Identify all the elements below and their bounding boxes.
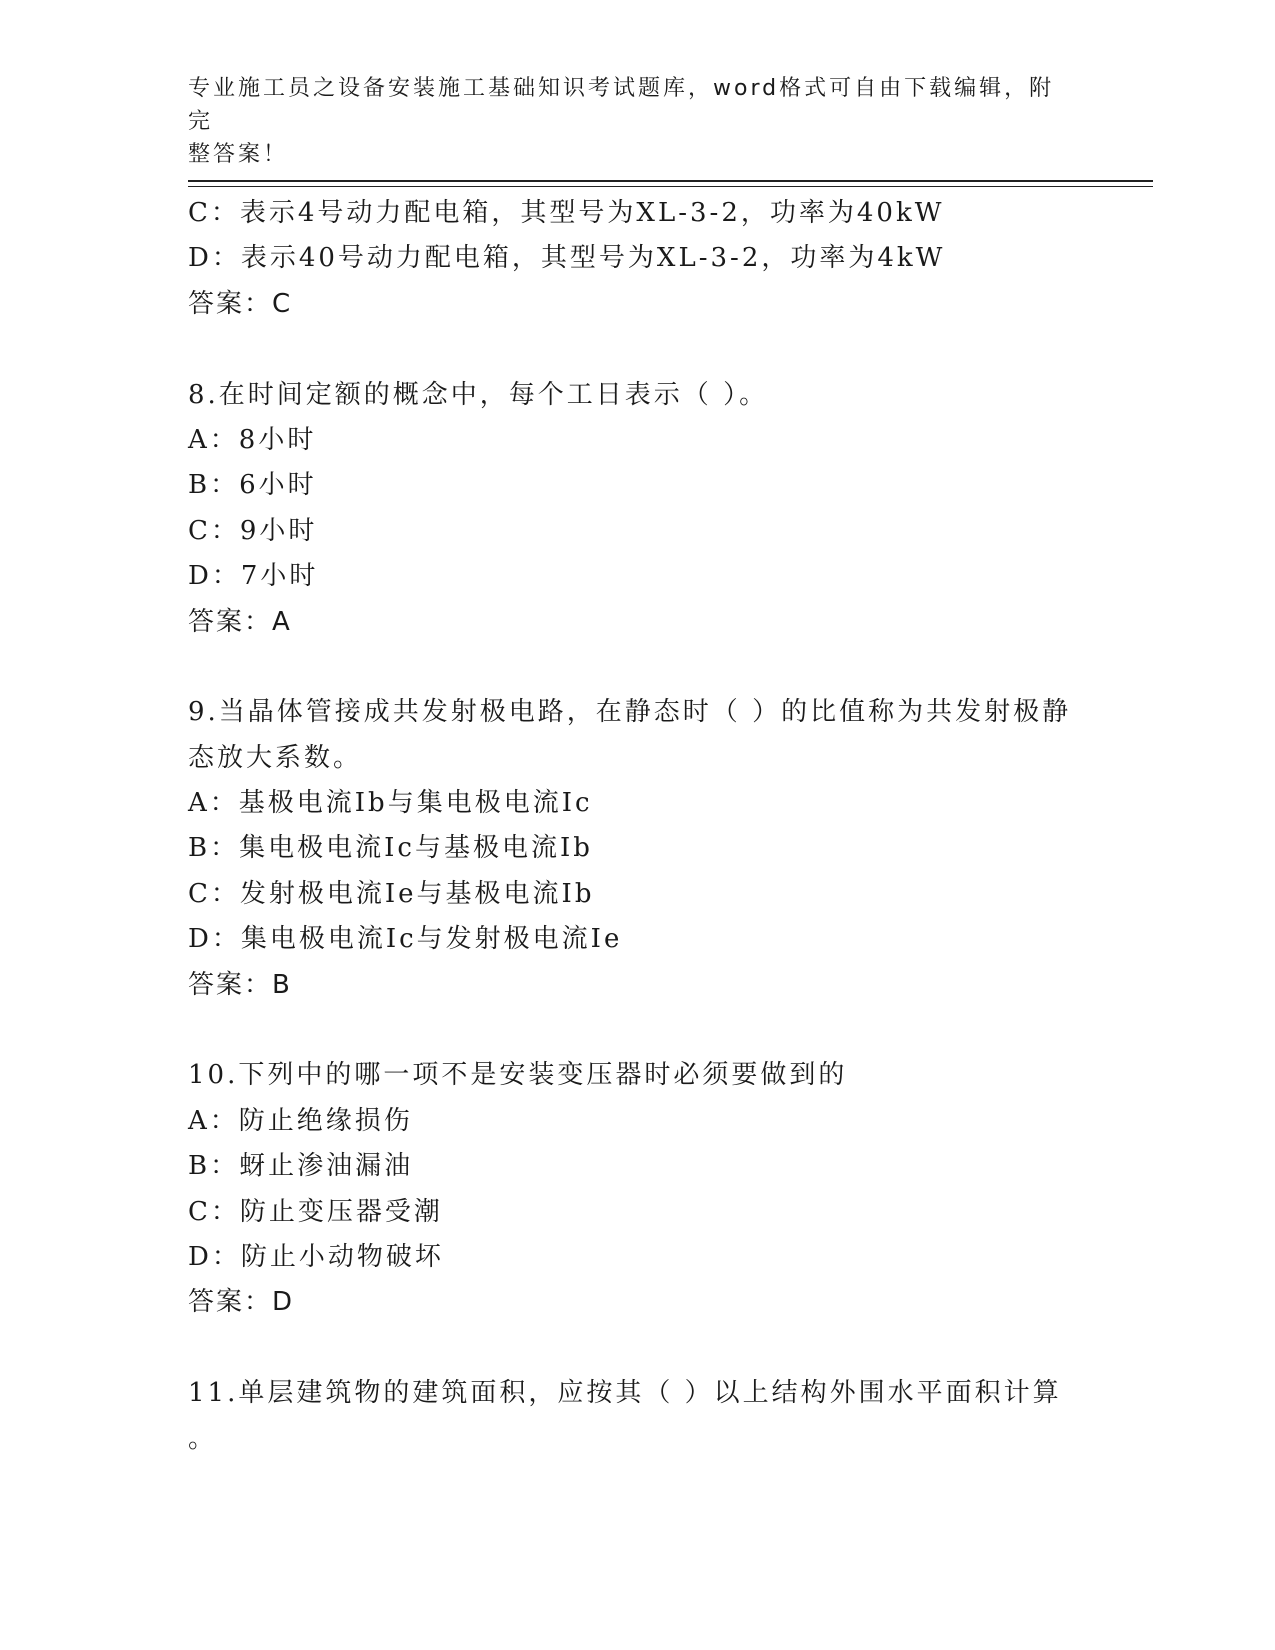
option-a: A：基极电流Ib与集电极电流Ic: [188, 788, 593, 819]
option-c: C：9小时: [188, 515, 318, 546]
option-d: D：表示40号动力配电箱，其型号为XL-3-2，功率为4kW: [188, 243, 946, 274]
question-stem: 8.在时间定额的概念中，每个工日表示（ ）。: [188, 379, 769, 410]
question-11: [188, 1371, 1088, 1462]
question-stem-line-2: 态放大系数。: [188, 742, 363, 773]
answer: 答案：C: [188, 288, 293, 319]
spacer: [188, 327, 1088, 372]
header-divider-thick: [188, 180, 1153, 182]
question-8: [188, 373, 1088, 645]
option-c: C：防止变压器受潮: [188, 1196, 443, 1227]
option-c: C：发射极电流Ie与基极电流Ib: [188, 878, 595, 909]
option-d: D：集电极电流Ic与发射极电流Ie: [188, 924, 623, 955]
option-d: D：防止小动物破坏: [188, 1241, 444, 1272]
option-c: C：表示4号动力配电箱，其型号为XL-3-2，功率为40kW: [188, 198, 945, 228]
option-b: B：蚜止渗油漏油: [188, 1151, 414, 1182]
header-line-1: 专业施工员之设备安装施工基础知识考试题库，word格式可自由下载编辑，附完: [188, 76, 1055, 134]
answer: 答案：B: [188, 969, 292, 1000]
answer: 答案：A: [188, 606, 292, 637]
option-b: B：集电极电流Ic与基极电流Ib: [188, 833, 593, 864]
spacer: [188, 1008, 1088, 1053]
question-9: [188, 690, 1088, 1008]
option-b: B：6小时: [188, 470, 317, 501]
header-divider-thin: [188, 186, 1153, 187]
header-line-2: 整答案！: [188, 142, 289, 167]
spacer: [188, 645, 1088, 690]
question-stem: 10.下列中的哪一项不是安装变压器时必须要做到的: [188, 1060, 848, 1091]
spacer: [188, 1326, 1088, 1371]
question-7-continued: [188, 191, 1088, 327]
document-header: [188, 72, 1068, 171]
question-list: [188, 191, 1088, 1462]
option-a: A：8小时: [188, 424, 317, 455]
question-10: [188, 1053, 1088, 1325]
option-a: A：防止绝缘损伤: [188, 1105, 413, 1136]
question-stem-line-2: 。: [188, 1423, 218, 1454]
question-stem-line-1: 9.当晶体管接成共发射极电路，在静态时（ ）的比值称为共发射极静: [188, 697, 1072, 728]
option-d: D：7小时: [188, 561, 319, 592]
answer: 答案：D: [188, 1287, 295, 1318]
question-stem-line-1: 11.单层建筑物的建筑面积，应按其（ ）以上结构外围水平面积计算: [188, 1378, 1062, 1409]
